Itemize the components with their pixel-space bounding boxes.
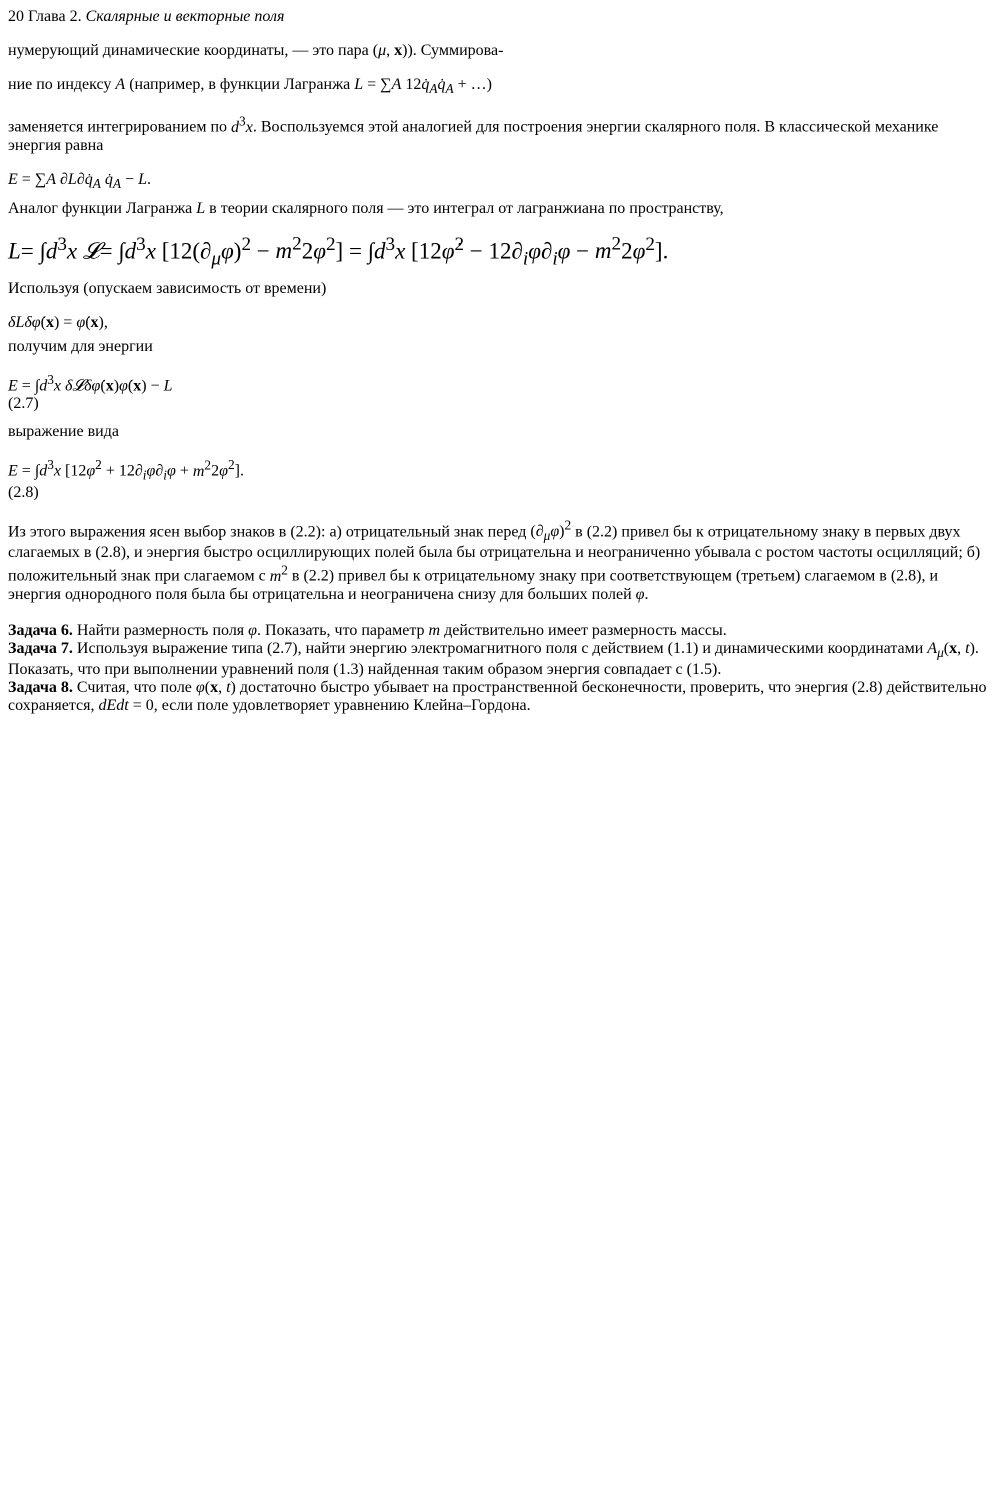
problem-label: Задача 7. [8, 639, 73, 657]
math-inline: φ [248, 621, 258, 639]
math-inline: (μ, x)) [372, 42, 413, 59]
math-inline: $(\partial_\mu\varphi)^2$ [530, 517, 572, 544]
math-inline: dEdt = 0 [98, 696, 154, 714]
paragraph-5 [8, 338, 992, 356]
text: (например, в функции Лагранжа [129, 76, 351, 93]
paragraph-2 [8, 113, 992, 154]
page-number: 20 [8, 8, 24, 25]
text: действительно имеет размерность массы. [444, 621, 727, 639]
problem-8 [8, 679, 992, 715]
math-inline: A [115, 76, 126, 93]
problem-label: Задача 6. [8, 621, 73, 639]
text: , если поле удовлетворяет уравнению Клейна–Гордона. [153, 696, 531, 714]
text: в (2.2) привел бы к отрицательному знаку в первых двух слагаемых в (2.8), и энергия быстро осциллирующих полей была бы отрицательна и неограниченно убывала с ростом частоты осцилляций; б) положительный знак при слагаемом с [8, 523, 981, 585]
equation-functional-derivative: δLδφ̇(x) = φ̇(x), [8, 313, 108, 331]
text: в (2.2) привел бы к отрицательному знаку при соответствующем (третьем) слагаемом в (2.8), и энергия однородного поля была бы отрицательна и неограничена снизу для больших полей [8, 567, 939, 603]
math-inline: φ [635, 585, 645, 603]
text: . Показать, что параметр [257, 621, 425, 639]
equation-classical-energy: E = ∑A $\partial L\partial q̇_A$ $q̇_A - L$. [8, 170, 151, 191]
paragraph-3 [8, 200, 992, 218]
page-header [8, 8, 992, 26]
text: . Суммирова- [412, 42, 504, 59]
equation-field-lagrangian: $L= \int d^3x$ 𝓛= $\int d^3x$ $[12(\partial_\mu\varphi)^2 - m^22\varphi^2] = \int d^3x$ [12φ̇$^2$ − $12\partial_i\varphi\partial_i\varphi - m^22\varphi^2$]. [8, 233, 669, 269]
text: достаточно быстро убывает на пространственной бесконечности, проверить, что энергия (2.8) действительно сохраняется, [8, 678, 987, 714]
book-page [8, 8, 992, 715]
chapter-name: Скалярные и векторные поля [85, 8, 285, 25]
equation-number: (2.8) [8, 483, 39, 501]
paragraph-1-cont [8, 76, 992, 97]
text: Найти размерность поля [76, 621, 245, 639]
chapter-prefix: Глава 2. [28, 8, 82, 25]
problem-6 [8, 622, 992, 640]
text: Используя (опускаем зависимость от времени) [8, 279, 327, 297]
text: ние по индексу [8, 76, 112, 93]
equation-2-8: $E = \int d^3x$ [12φ̇$^2$ + $12\partial_i\varphi\partial_i\varphi + m^22\varphi^2$]. (2.8) [8, 457, 244, 501]
paragraph-7: Из этого выражения ясен выбор знаков в (2.2): а) отрицательный знак перед $(\partial_\mu\varphi)^2$ в (2.2) привел бы к отрицательному знаку в первых двух слагаемых в (2.8), и энергия быстро осциллирующих полей была бы отрицательна и неограниченно убывала с ростом частоты осцилляций; б) положительный знак при слагаемом с $m^2$ в (2.2) привел бы к отрицательному знаку при соответствующем (третьем) слагаемом в (2.8), и энергия однородного поля была бы отрицательна и неограничена снизу для больших полей φ. [8, 517, 981, 603]
problem-label: Задача 8. [8, 678, 73, 696]
text: Используя выражение типа (2.7), найти энергию электромагнитного поля с действием (1.1) и динамическими координатами [76, 639, 924, 657]
math-inline: $A_\mu(x$, t) [927, 639, 975, 660]
math-inline: m [428, 621, 441, 639]
text: выражение вида [8, 423, 119, 441]
problem-7 [8, 640, 992, 679]
paragraph-4 [8, 280, 992, 298]
text: получим для энергии [8, 337, 153, 355]
text: в теории скалярного поля — это интеграл от лагранжиана по пространству, [209, 199, 724, 217]
text: Аналог функции Лагранжа [8, 199, 193, 217]
paragraph-1 [8, 42, 992, 60]
lagrangian-sum-inline: L = ∑A $12q̇_Aq̇_A$ + …) [354, 76, 493, 97]
text: Считая, что поле [76, 678, 192, 696]
math-inline: $d^3x$ [231, 113, 253, 136]
equation-number: (2.7) [8, 395, 39, 413]
math-inline: L [196, 199, 206, 217]
paragraph-6 [8, 423, 992, 441]
text: . Показать, что при выполнении уравнений поля (1.3) найденная таким образом энергия совпадает с (1.5). [8, 639, 979, 678]
text: . Воспользуемся этой аналогией для построения энергии скалярного поля. В классической механике энергия равна [8, 118, 939, 154]
chapter-title [28, 8, 284, 25]
text: нумерующий динамические координаты, — это пара [8, 42, 369, 59]
text: заменяется интегрированием по [8, 118, 228, 136]
math-inline: φ(x, t) [195, 678, 236, 696]
math-inline: $m^2$ [269, 562, 288, 585]
text: Из этого выражения ясен выбор знаков в (2.2): а) отрицательный знак перед [8, 523, 527, 541]
equation-2-7: $E = \int d^3x$ δ𝓛δφ̇(x)φ̇(x) − L (2.7) [8, 371, 173, 413]
